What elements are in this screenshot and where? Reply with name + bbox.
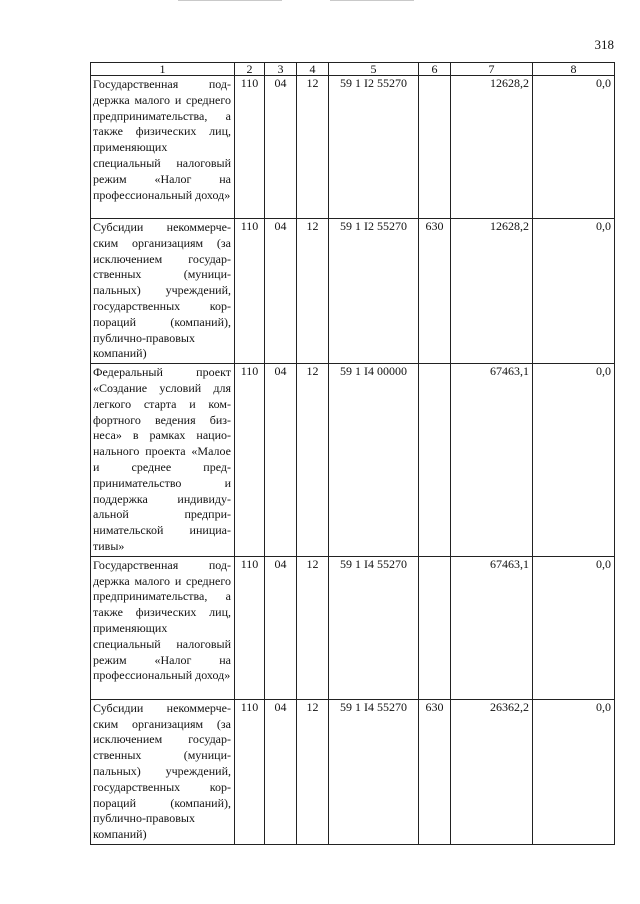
row-code-6: 630 (419, 219, 451, 364)
row-code-6: 630 (419, 699, 451, 844)
row-name: Субсидии некоммерческим организациям (за исключением государственных (муниципальных) учреждений, государственных корпораций (компаний), публично-правовых компаний) (91, 219, 235, 364)
header-col-1: 1 (91, 63, 235, 76)
table-row (91, 556, 615, 699)
header-col-7: 7 (451, 63, 533, 76)
table-header-row (91, 63, 615, 76)
row-code-6 (419, 76, 451, 219)
header-col-8: 8 (533, 63, 615, 76)
table-row (91, 219, 615, 364)
row-code-5: 59 1 I4 55270 (329, 556, 419, 699)
row-code-3: 04 (265, 364, 297, 557)
budget-table (90, 62, 615, 845)
header-col-5: 5 (329, 63, 419, 76)
row-amount-7: 12628,2 (451, 219, 533, 364)
row-code-2: 110 (235, 699, 265, 844)
header-col-2: 2 (235, 63, 265, 76)
row-amount-8: 0,0 (533, 364, 615, 557)
row-code-3: 04 (265, 76, 297, 219)
header-col-3: 3 (265, 63, 297, 76)
row-code-5: 59 1 I2 55270 (329, 76, 419, 219)
row-name: Федеральный проект «Создание условий для легкого старта и комфортного ведения бизнеса» в рамках национального проекта «Малое и среднее предпринимательство и поддержка индивидуальной предпринимательской инициативы» (91, 364, 235, 557)
row-code-3: 04 (265, 699, 297, 844)
row-code-2: 110 (235, 219, 265, 364)
row-amount-7: 12628,2 (451, 76, 533, 219)
scan-artifact-line (178, 0, 282, 1)
row-amount-8: 0,0 (533, 556, 615, 699)
row-amount-7: 67463,1 (451, 556, 533, 699)
header-col-4: 4 (297, 63, 329, 76)
row-code-5: 59 1 I4 55270 (329, 699, 419, 844)
page-number: 318 (594, 37, 614, 52)
row-amount-8: 0,0 (533, 219, 615, 364)
row-code-4: 12 (297, 364, 329, 557)
row-name: Субсидии некоммерческим организациям (за исключением государственных (муниципальных) учреждений, государственных корпораций (компаний), публично-правовых компаний) (91, 699, 235, 844)
row-name: Государственная поддержка малого и среднего предпринимательства, а также физических лиц, применяющих специальный налоговый режим «Налог на профессиональный доход» (91, 76, 235, 219)
row-code-2: 110 (235, 76, 265, 219)
row-name: Государственная поддержка малого и среднего предпринимательства, а также физических лиц, применяющих специальный налоговый режим «Налог на профессиональный доход» (91, 556, 235, 699)
header-col-6: 6 (419, 63, 451, 76)
row-code-6 (419, 556, 451, 699)
row-code-6 (419, 364, 451, 557)
row-code-2: 110 (235, 364, 265, 557)
table-row (91, 364, 615, 557)
row-code-5: 59 1 I4 00000 (329, 364, 419, 557)
scan-artifact-line (330, 0, 414, 1)
row-amount-7: 67463,1 (451, 364, 533, 557)
row-code-4: 12 (297, 76, 329, 219)
row-code-3: 04 (265, 219, 297, 364)
row-code-2: 110 (235, 556, 265, 699)
table-row (91, 699, 615, 844)
row-code-3: 04 (265, 556, 297, 699)
row-code-4: 12 (297, 699, 329, 844)
row-amount-8: 0,0 (533, 76, 615, 219)
row-code-4: 12 (297, 219, 329, 364)
row-amount-8: 0,0 (533, 699, 615, 844)
row-code-5: 59 1 I2 55270 (329, 219, 419, 364)
row-amount-7: 26362,2 (451, 699, 533, 844)
row-code-4: 12 (297, 556, 329, 699)
table-row (91, 76, 615, 219)
